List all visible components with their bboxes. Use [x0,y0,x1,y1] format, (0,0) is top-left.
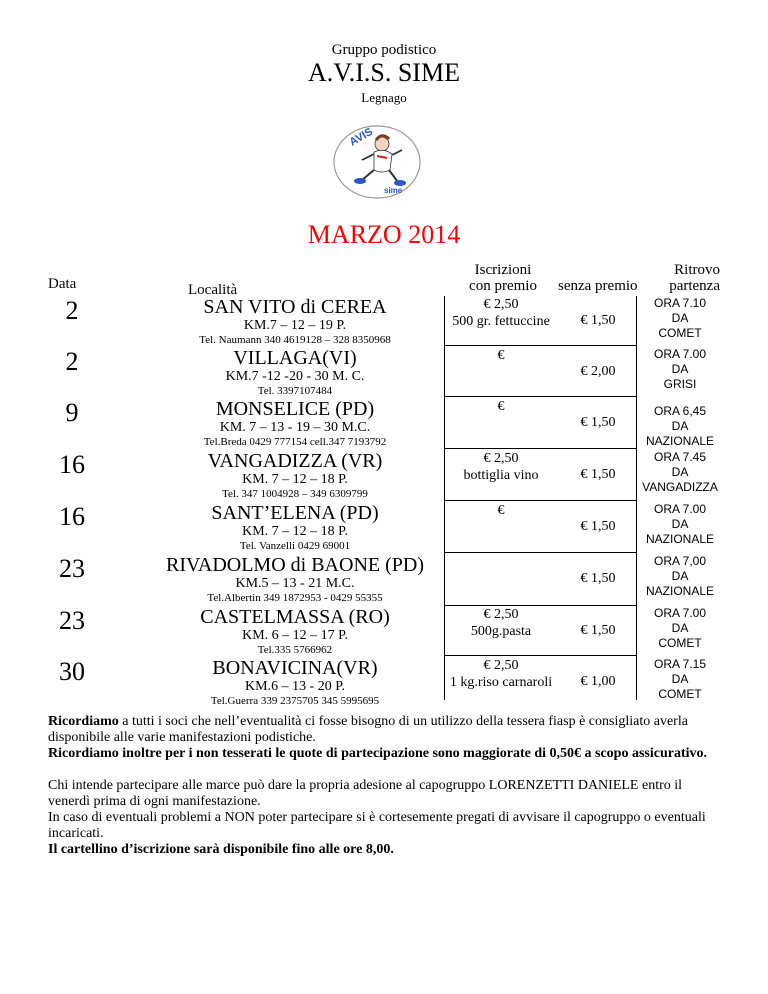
note-ricordiamo: Ricordiamo [48,714,119,729]
event-phone: Tel.335 5766962 [257,644,333,656]
event-time: ORA 7.00 [653,347,707,361]
column-header-ritrovo: Ritrovo [674,262,720,278]
event-place: VILLAGA(VI) [233,347,357,369]
event-time: ORA 7.00 [653,502,707,516]
group-subtitle: Gruppo podistico [331,42,437,58]
column-header-con-premio: con premio [469,278,537,294]
event-day: 2 [65,347,79,376]
event-fee: € [497,503,505,518]
note-quote [48,746,724,762]
column-header-senza-premio: senza premio [558,278,638,294]
event-place: BONAVICINA(VR) [212,657,378,679]
events-table [0,296,768,710]
event-fee: € 2,50 [483,451,519,466]
event-time: ORA 7.15 [653,657,707,671]
event-fee: € [497,399,505,414]
event-phone: Tel.Guerra 339 2375705 345 5995695 [210,695,380,707]
event-fee: € 2,50 [483,297,519,312]
event-distances: KM. 7 – 12 – 18 P. [242,524,348,539]
event-place: SAN VITO di CEREA [203,296,387,318]
event-place: MONSELICE (PD) [215,398,375,420]
event-distances: KM.6 – 13 - 20 P. [245,679,345,694]
event-fee: € [497,348,505,363]
event-place: SANT’ELENA (PD) [211,502,379,524]
event-da: DA [671,517,689,531]
event-phone: Tel. Vanzelli 0429 69001 [239,540,351,552]
event-day: 23 [59,606,85,635]
event-place: RIVADOLMO di BAONE (PD) [166,554,424,576]
event-meeting-point: COMET [658,636,702,650]
event-meeting-point: COMET [658,326,702,340]
event-place: CASTELMASSA (RO) [200,606,390,628]
event-time: ORA 7.00 [653,606,707,620]
event-day: 23 [59,554,85,583]
event-da: DA [671,362,689,376]
event-da: DA [671,621,689,635]
notes-section [48,714,724,858]
note-cartellino [48,842,724,858]
logo-avis-text: AVIS [347,125,376,149]
month-title: MARZO 2014 [307,220,461,249]
event-fee: € 2,50 [483,658,519,673]
event-meeting-point: COMET [658,687,702,701]
event-fee: € 2,50 [483,607,519,622]
event-day: 16 [59,502,85,531]
event-phone: Tel.Albertin 349 1872953 - 0429 55355 [207,592,383,604]
event-phone: Tel. Naumann 340 4619128 – 328 8350968 [199,334,391,346]
column-header-localita: Località [188,282,238,298]
column-header-iscrizioni: Iscrizioni [474,262,532,278]
event-fee-no-prize: € 1,50 [580,623,616,638]
note-tessera-text: a tutti i soci che nell’eventualità ci fosse bisogno di un utilizzo della tessera fiasp è consigliato averla disponibile alle varie manifestazioni podistiche. [48,714,688,745]
column-header-partenza: partenza [669,278,720,294]
event-fee-no-prize: € 2,00 [580,364,616,379]
event-da: DA [671,465,689,479]
event-distances: KM. 7 – 13 - 19 – 30 M.C. [219,420,371,435]
event-meeting-point: VANGADIZZA [642,480,718,494]
event-phone: Tel.Breda 0429 777154 cell.347 7193792 [203,436,387,448]
event-prize: 500 gr. fettuccine [452,314,550,329]
event-day: 30 [59,657,85,686]
event-prize: bottiglia vino [463,468,539,483]
note-adesione: Chi intende partecipare alle marce può dare la propria adesione al capogruppo LORENZETTI DANIELE entro il venerdì prima di ogni manifestazione. [48,778,683,809]
note-cartellino-text: Il cartellino d’iscrizione sarà disponibile fino alle ore 8,00. [48,842,394,857]
event-fee-no-prize: € 1,50 [580,467,616,482]
event-day: 2 [65,296,79,325]
avis-sime-logo [332,124,422,200]
event-da: DA [671,311,689,325]
city-label: Legnago [361,90,407,105]
event-fee-no-prize: € 1,50 [580,415,616,430]
club-title: A.V.I.S. SIME [308,58,460,87]
event-meeting-point: NAZIONALE [645,434,714,448]
event-fee-no-prize: € 1,00 [580,674,616,689]
event-distances: KM. 7 – 12 – 18 P. [242,472,348,487]
event-fee-no-prize: € 1,50 [580,519,616,534]
note-avviso: In caso di eventuali problemi a NON poter partecipare si è cortesemente pregati di avvisare il capogruppo o eventuali incaricati. [48,810,706,841]
event-time: ORA 6,45 [653,404,707,418]
event-phone: Tel. 347 1004928 – 349 6309799 [222,488,368,500]
event-meeting-point: NAZIONALE [645,532,714,546]
event-distances: KM.7 – 12 – 19 P. [243,318,347,333]
event-prize: 500g.pasta [470,624,532,639]
event-time: ORA 7,00 [653,554,707,568]
event-meeting-point: GRISI [663,377,697,391]
event-day: 9 [65,398,79,427]
event-meeting-point: NAZIONALE [645,584,714,598]
event-phone: Tel. 3397107484 [257,385,333,397]
event-da: DA [671,569,689,583]
event-time: ORA 7.45 [653,450,707,464]
event-prize: 1 kg.riso carnaroli [449,675,553,690]
note-tessera [48,714,724,746]
event-da: DA [671,672,689,686]
event-place: VANGADIZZA (VR) [207,450,383,472]
event-time: ORA 7.10 [653,296,707,310]
event-day: 16 [59,450,85,479]
logo-sime-text: sime [384,186,403,195]
event-distances: KM.5 – 13 - 21 M.C. [235,576,355,591]
event-distances: KM.7 -12 -20 - 30 M. C. [225,369,365,384]
event-distances: KM. 6 – 12 – 17 P. [242,628,348,643]
column-header-data: Data [48,276,77,292]
event-fee-no-prize: € 1,50 [580,313,616,328]
event-da: DA [671,419,689,433]
event-fee-no-prize: € 1,50 [580,571,616,586]
note-quote-text: Ricordiamo inoltre per i non tesserati le quote di partecipazione sono maggiorate di 0,50€ a scopo assicurativo. [48,746,707,761]
